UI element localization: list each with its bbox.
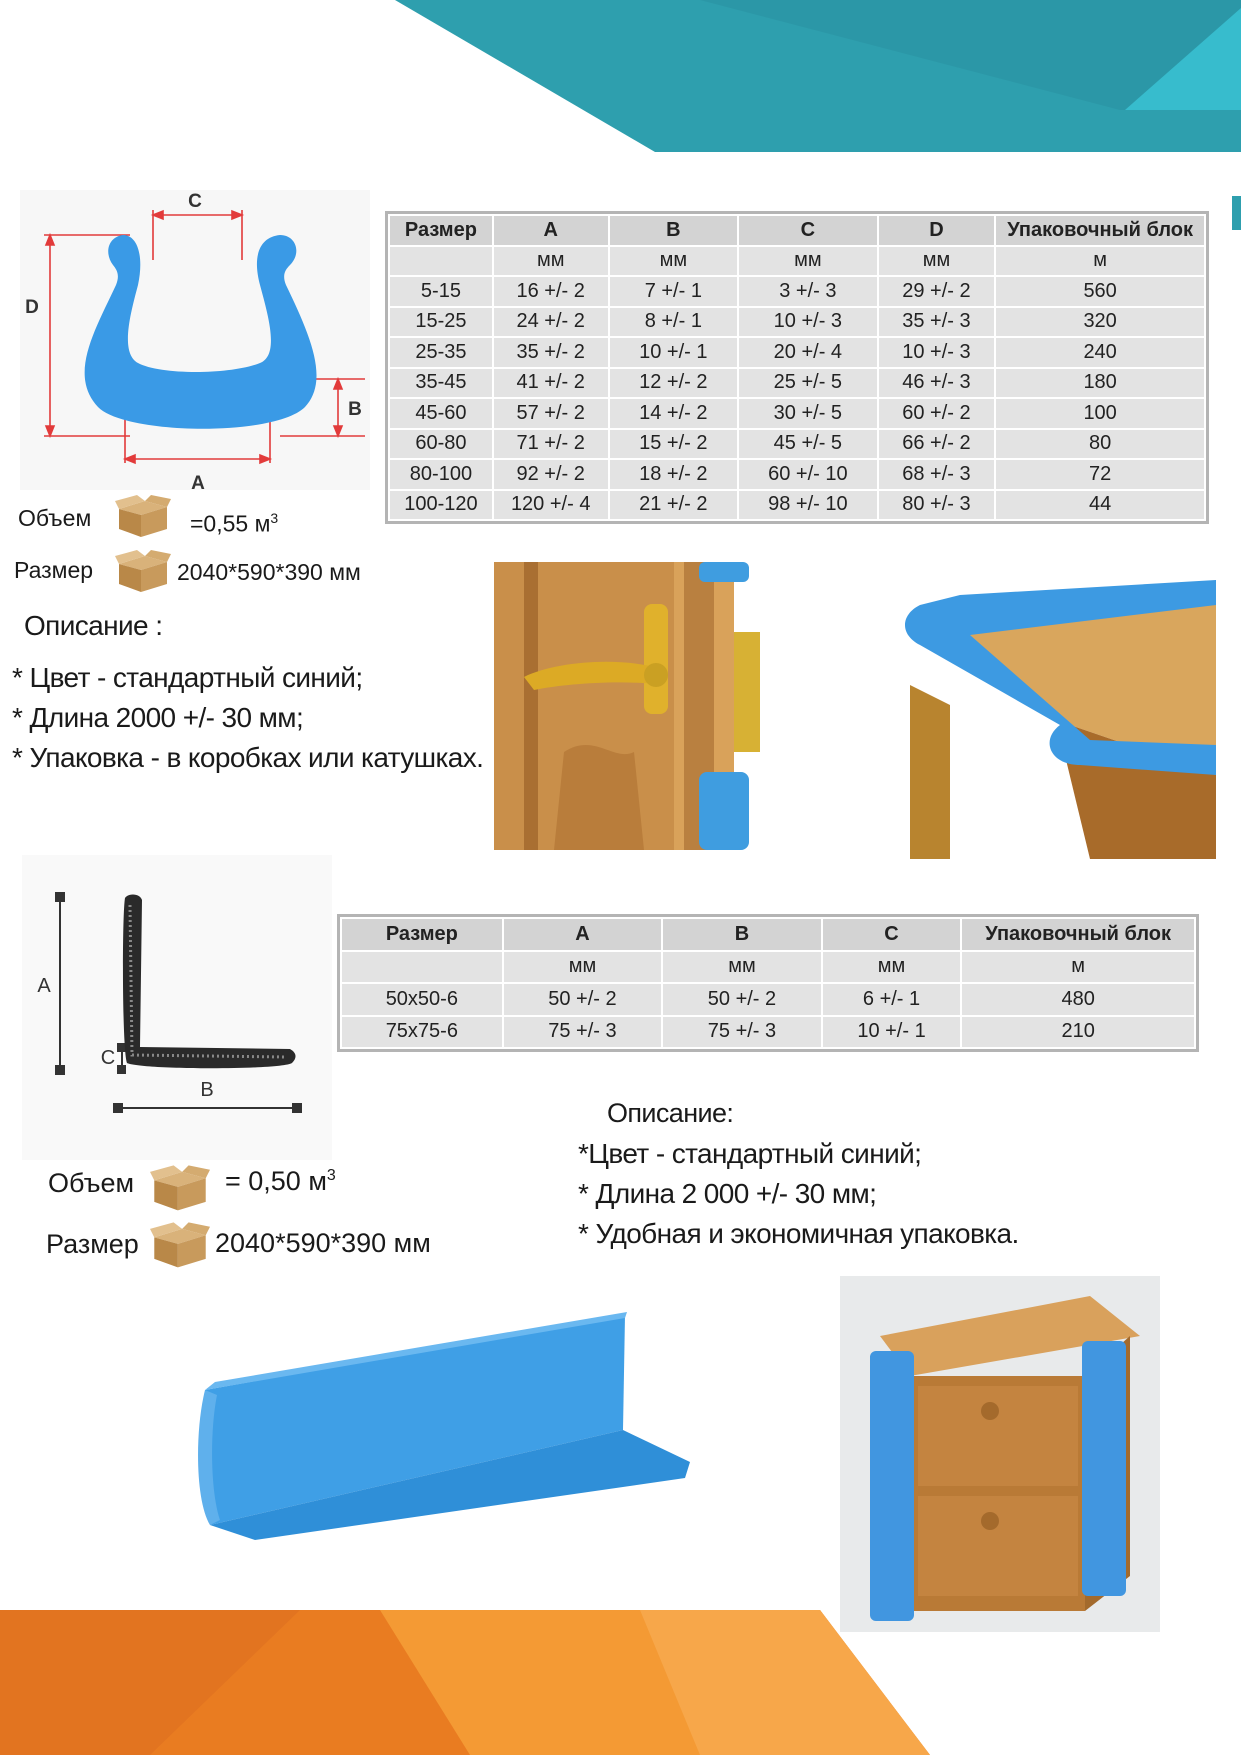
table-cell: 560 [995,276,1205,307]
table-cell: 10 +/- 1 [609,337,739,368]
table-unit: мм [493,246,609,277]
spec-table-u-profile [388,214,1206,521]
u-profile-diagram [20,185,370,495]
table-header: B [662,918,822,951]
table-cell: 66 +/- 2 [878,429,996,460]
table-cell: 98 +/- 10 [738,490,878,521]
label-c: C [100,1047,116,1069]
cardboard-box-icon [150,1165,210,1213]
table-cell: 480 [961,983,1195,1016]
description-line: * Удобная и экономичная упаковка. [578,1218,1019,1249]
table-header: Упаковочный блок [961,918,1195,951]
table-cell: 71 +/- 2 [493,429,609,460]
label-b: B [348,399,362,420]
volume-label: Объем [18,505,92,531]
label-c: C [188,191,202,212]
table-cell: 68 +/- 3 [878,459,996,490]
description-line: * Длина 2 000 +/- 30 мм; [578,1178,877,1209]
cabinet-photo [840,1276,1160,1632]
table-cell: 5-15 [389,276,493,307]
size-value: 2040*590*390 мм [177,559,361,585]
table-cell: 75 +/- 3 [503,1016,663,1049]
table-unit: м [961,951,1195,984]
door-photo [494,562,794,850]
table-unit: мм [878,246,996,277]
description-title: Описание: [607,1098,734,1128]
table-cell: 30 +/- 5 [738,398,878,429]
cardboard-box-icon [150,1222,210,1270]
table-cell: 80 +/- 3 [878,490,996,521]
volume-label: Объем [48,1168,135,1198]
table-row [341,1016,1195,1049]
table-row [389,307,1205,338]
table-header: A [503,918,663,951]
table-cell: 50х50-6 [341,983,503,1016]
description-line: * Цвет - стандартный синий; [12,662,363,693]
volume-sup: 3 [270,510,279,526]
table-unit: мм [822,951,962,984]
table-cell: 240 [995,337,1205,368]
table-cell: 41 +/- 2 [493,368,609,399]
table-header: C [738,215,878,246]
table-header: C [822,918,962,951]
label-a: A [191,473,205,494]
table-cell: 25 +/- 5 [738,368,878,399]
table-cell: 15-25 [389,307,493,338]
table-row [389,490,1205,521]
table-unit [389,246,493,277]
table-unit: мм [503,951,663,984]
table-unit: мм [738,246,878,277]
table-cell: 60 +/- 2 [878,398,996,429]
table-cell: 25-35 [389,337,493,368]
table-cell: 12 +/- 2 [609,368,739,399]
description-line: * Упаковка - в коробках или катушках. [12,742,484,773]
table-row [389,398,1205,429]
table-cell: 75х75-6 [341,1016,503,1049]
table-row [389,337,1205,368]
volume-sup: 3 [326,1167,336,1184]
table-header: B [609,215,739,246]
cardboard-box-icon [115,495,171,539]
l-profile-foam-photo [195,1310,695,1540]
size-label: Размер [14,557,94,583]
table-cell: 44 [995,490,1205,521]
volume-value-wrap [225,1166,336,1197]
l-profile-diagram [22,855,332,1160]
table-cell: 210 [961,1016,1195,1049]
description-line: *Цвет - стандартный синий; [578,1138,922,1169]
table-cell: 10 +/- 3 [878,337,996,368]
table-cell: 50 +/- 2 [503,983,663,1016]
volume-value-wrap [190,510,278,538]
table-cell: 14 +/- 2 [609,398,739,429]
table-header: Упаковочный блок [995,215,1205,246]
table-cell: 15 +/- 2 [609,429,739,460]
table-cell: 72 [995,459,1205,490]
table-cell: 50 +/- 2 [662,983,822,1016]
table-row [389,276,1205,307]
table-cell: 24 +/- 2 [493,307,609,338]
table-unit: м [995,246,1205,277]
table-cell: 46 +/- 3 [878,368,996,399]
table-cell: 320 [995,307,1205,338]
table-cell: 80 [995,429,1205,460]
table-cell: 120 +/- 4 [493,490,609,521]
table-cell: 29 +/- 2 [878,276,996,307]
description-line: * Длина 2000 +/- 30 мм; [12,702,304,733]
spec-table-l-profile [340,917,1196,1049]
table-cell: 18 +/- 2 [609,459,739,490]
table-cell: 7 +/- 1 [609,276,739,307]
table-header: D [878,215,996,246]
label-b: B [200,1079,214,1101]
table-row [389,429,1205,460]
table-cell: 16 +/- 2 [493,276,609,307]
table-cell: 60-80 [389,429,493,460]
table-cell: 10 +/- 1 [822,1016,962,1049]
table-cell: 45-60 [389,398,493,429]
table-row [389,459,1205,490]
size-label: Размер [46,1229,139,1259]
table-row [389,368,1205,399]
table-cell: 45 +/- 5 [738,429,878,460]
table-cell: 180 [995,368,1205,399]
table-cell: 3 +/- 3 [738,276,878,307]
table-cell: 80-100 [389,459,493,490]
table-unit: мм [609,246,739,277]
table-cell: 6 +/- 1 [822,983,962,1016]
table-cell: 60 +/- 10 [738,459,878,490]
table-cell: 100-120 [389,490,493,521]
cardboard-box-icon [115,550,171,594]
table-cell: 35 +/- 3 [878,307,996,338]
table-header: A [493,215,609,246]
table-row [341,983,1195,1016]
table-cell: 100 [995,398,1205,429]
table-header: Размер [341,918,503,951]
table-header: Размер [389,215,493,246]
table-cell: 75 +/- 3 [662,1016,822,1049]
table-cell: 35-45 [389,368,493,399]
table-cell: 10 +/- 3 [738,307,878,338]
table-corner-photo [890,575,1216,859]
label-d: D [25,297,39,318]
description-title: Описание : [24,610,163,641]
table-cell: 35 +/- 2 [493,337,609,368]
table-cell: 20 +/- 4 [738,337,878,368]
table-cell: 57 +/- 2 [493,398,609,429]
volume-value: =0,55 м [190,510,271,537]
size-value: 2040*590*390 мм [215,1228,431,1258]
label-a: A [37,975,51,997]
table-cell: 21 +/- 2 [609,490,739,521]
volume-value: = 0,50 м [225,1166,327,1196]
table-unit [341,951,503,984]
table-cell: 8 +/- 1 [609,307,739,338]
table-unit: мм [662,951,822,984]
table-cell: 92 +/- 2 [493,459,609,490]
